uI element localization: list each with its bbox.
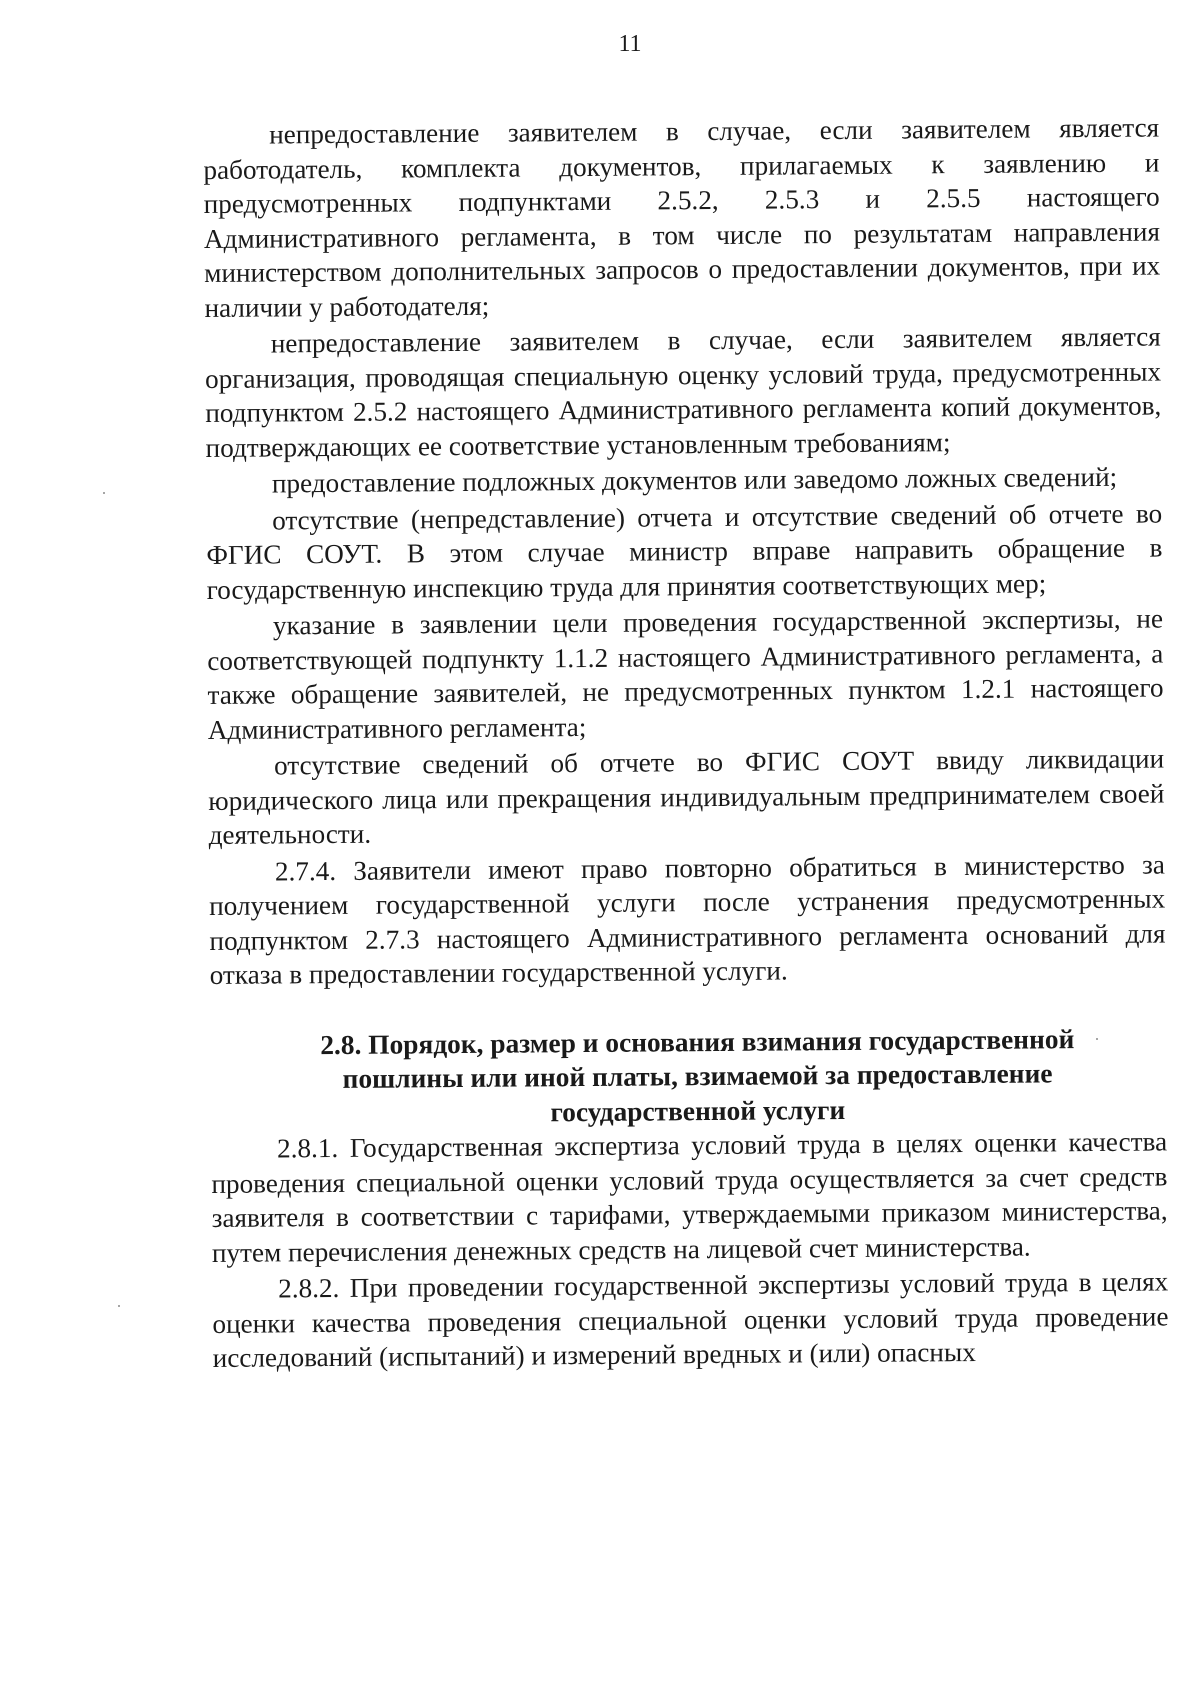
- section-heading: 2.8. Порядок, размер и основания взимания государственной пошлины или иной платы, взимаемой за предоставление государственной услуги: [320, 1023, 1075, 1127]
- paragraph: непредоставление заявителем в случае, если заявителем является работодатель, комплекта документов, прилагаемых к заявлению и предусмотренных подпунктами 2.5.2, 2.5.3 и 2.5.5 настоящего Административного регламента, в том числе по результатам направления министерством дополнительных запросов о предоставлении документов, при их наличии у работодателя;: [203, 112, 1161, 323]
- paragraph: непредоставление заявителем в случае, если заявителем является организация, проводящая специальную оценку условий труда, предусмотренных подпунктом 2.5.2 настоящего Административного регламента копий документов, подтверждающих ее соответствие установленным требованиям;: [204, 321, 1162, 463]
- paragraph: 2.7.4. Заявители имеют право повторно обратиться в министерство за получением государственной услуги после устранения предусмотренных подпунктом 2.7.3 настоящего Административного регламента оснований для отказа в предоставлении государственной услуги.: [209, 848, 1166, 990]
- paragraph: отсутствие сведений об отчете во ФГИС СОУТ ввиду ликвидации юридического лица или прекращения индивидуальным предпринимателем своей деятельности.: [208, 743, 1165, 850]
- document-body: [203, 110, 1169, 1377]
- paragraph: 2.8.2. При проведении государственной экспертизы условий труда в целях оценки качества проведения специальной оценки условий труда проведение исследований (испытаний) и измерений вредных и (или) опасных: [212, 1266, 1169, 1373]
- paragraph: указание в заявлении цели проведения государственной экспертизы, не соответствующей подпункту 1.1.2 настоящего Административного регламента, а также обращение заявителей, не предусмотренных пунктом 1.2.1 настоящего Административного регламента;: [207, 603, 1164, 745]
- paragraph: предоставление подложных документов или заведомо ложных сведений;: [271, 461, 1118, 499]
- paragraph: отсутствие (непредставление) отчета и отсутствие сведений об отчете во ФГИС СОУТ. В этом случае министр вправе направить обращение в государственную инспекцию труда для принятия соответствующих мер;: [206, 497, 1163, 605]
- scan-speck: [118, 1305, 120, 1307]
- page-number: 11: [618, 31, 642, 57]
- scan-speck: [103, 492, 105, 494]
- scan-speck: [1096, 1038, 1098, 1040]
- paragraph: 2.8.1. Государственная экспертиза условий труда в целях оценки качества проведения специальной оценки условий труда осуществляется за счет средств заявителя в соответствии с тарифами, утверждаемыми приказом министерства, путем перечисления денежных средств на лицевой счет министерства.: [211, 1126, 1168, 1268]
